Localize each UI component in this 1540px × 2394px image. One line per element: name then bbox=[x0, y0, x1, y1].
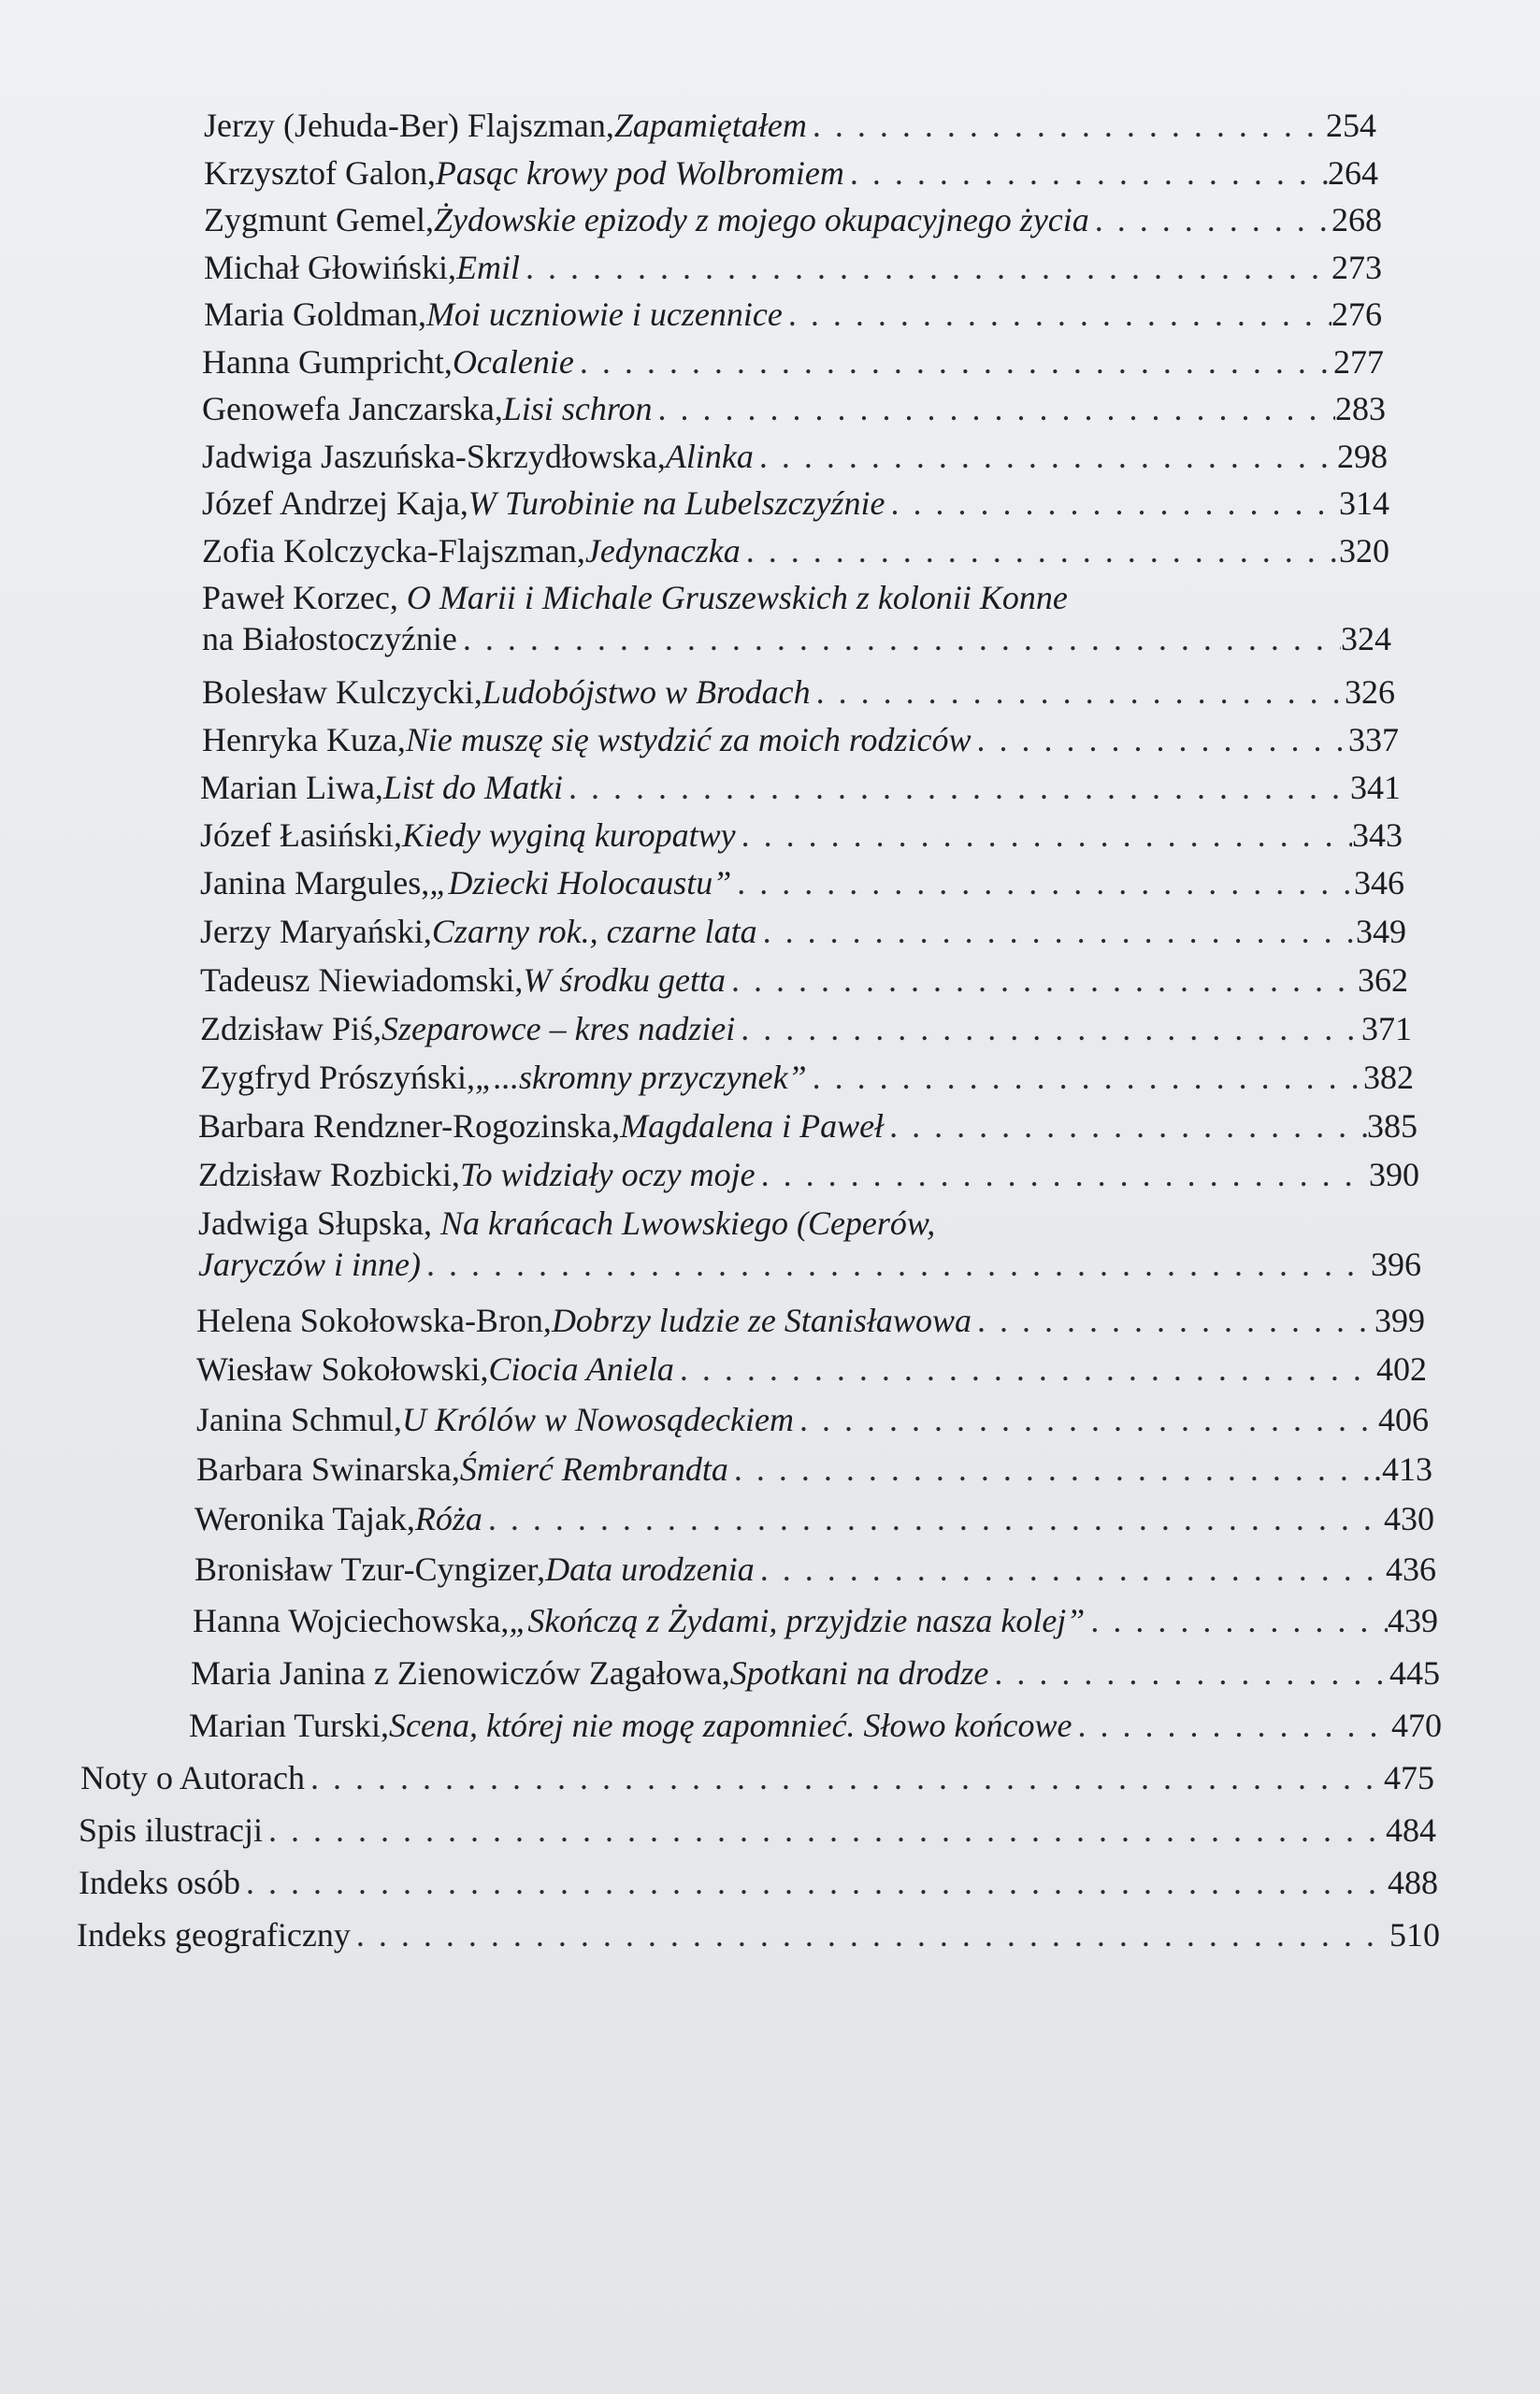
dot-leader bbox=[811, 671, 1345, 713]
toc-entry[interactable] bbox=[202, 388, 1386, 429]
section-label: Spis ilustracji bbox=[79, 1811, 263, 1849]
entry-title: W środku getta bbox=[523, 961, 727, 999]
dot-leader bbox=[421, 1244, 1371, 1285]
entry-title: O Marii i Michale Gruszewskich z kolonii Konne bbox=[406, 579, 1068, 616]
dot-leader bbox=[885, 483, 1339, 524]
entry-author: Maria Janina z Zienowiczów Zagałowa, bbox=[191, 1654, 730, 1692]
section-label: Noty o Autorach bbox=[80, 1759, 305, 1796]
page-number: 430 bbox=[1384, 1500, 1434, 1537]
entry-title: Szeparowce – kres nadziei bbox=[381, 1010, 736, 1047]
entry-title: „Dziecki Holocaustu” bbox=[429, 864, 732, 901]
entry-author: Hanna Gumpricht, bbox=[202, 343, 453, 381]
entry-title: Jedynaczka bbox=[584, 532, 741, 570]
section-label: Indeks geograficzny bbox=[77, 1916, 351, 1954]
entry-title: Zapamiętałem bbox=[613, 107, 807, 144]
entry-author: Weronika Tajak, bbox=[194, 1500, 415, 1537]
toc-entry[interactable] bbox=[200, 959, 1408, 1001]
toc-entry[interactable] bbox=[204, 199, 1382, 240]
entry-title: Moi uczniowie i uczennice bbox=[425, 296, 783, 333]
entry-line bbox=[202, 436, 1388, 477]
entry-author: Zdzisław Rozbicki, bbox=[198, 1156, 460, 1193]
entry-author: Tadeusz Niewiadomski, bbox=[200, 961, 524, 999]
dot-leader bbox=[1085, 1600, 1388, 1641]
entry-title: Ocalenie bbox=[452, 343, 574, 381]
dot-leader bbox=[971, 1300, 1374, 1341]
entry-author: Janina Schmul, bbox=[196, 1401, 402, 1438]
entry-line bbox=[202, 719, 1399, 760]
entry-line bbox=[200, 862, 1404, 903]
dot-leader bbox=[736, 815, 1352, 856]
page-number: 276 bbox=[1331, 296, 1382, 333]
dot-leader bbox=[794, 1399, 1378, 1440]
entry-line bbox=[204, 152, 1378, 194]
page-number: 343 bbox=[1352, 816, 1403, 854]
toc-entry[interactable] bbox=[202, 530, 1389, 571]
dot-leader bbox=[757, 911, 1356, 952]
entry-title: Alinka bbox=[665, 438, 754, 475]
entry-line bbox=[202, 530, 1389, 571]
entry-line bbox=[196, 1449, 1432, 1490]
dot-leader bbox=[574, 341, 1333, 382]
page-number: 399 bbox=[1374, 1302, 1425, 1339]
page-number: 406 bbox=[1378, 1401, 1429, 1438]
toc-entry[interactable] bbox=[202, 436, 1388, 477]
entry-title: Róża bbox=[414, 1500, 482, 1537]
entry-line bbox=[194, 1498, 1434, 1539]
entry-title: Spotkani na drodze bbox=[729, 1654, 989, 1692]
toc-entry[interactable] bbox=[202, 483, 1389, 524]
page-number: 470 bbox=[1391, 1707, 1442, 1744]
entry-title: Scena, której nie mogę zapomnieć. Słowo końcowe bbox=[389, 1707, 1072, 1744]
toc-entry[interactable] bbox=[200, 815, 1403, 856]
entry-author: Hanna Wojciechowska, bbox=[193, 1602, 510, 1639]
toc-entry[interactable] bbox=[202, 719, 1399, 760]
entry-author: Jerzy Maryański, bbox=[200, 913, 432, 950]
page-number: 298 bbox=[1337, 438, 1388, 475]
entry-author: Henryka Kuza, bbox=[202, 721, 406, 758]
dot-leader bbox=[1072, 1705, 1391, 1746]
entry-title: Ciocia Aniela bbox=[488, 1350, 674, 1388]
entry-author: Zofia Kolczycka-Flajszman, bbox=[202, 532, 585, 570]
entry-author: Helena Sokołowska-Bron, bbox=[196, 1302, 552, 1339]
entry-author: Genowefa Janczarska, bbox=[202, 390, 503, 427]
toc-entry[interactable] bbox=[189, 1705, 1442, 1746]
dot-leader bbox=[305, 1757, 1384, 1798]
entry-author: Marian Liwa, bbox=[200, 769, 383, 806]
page-number: 396 bbox=[1371, 1246, 1421, 1283]
dot-leader bbox=[756, 1154, 1369, 1195]
toc-entry[interactable] bbox=[202, 577, 1391, 659]
entry-second-line bbox=[202, 618, 1391, 659]
toc-back-matter-entry[interactable] bbox=[77, 1914, 1440, 1955]
page-number: 326 bbox=[1345, 673, 1395, 711]
entry-author: Maria Goldman, bbox=[204, 296, 426, 333]
dot-leader bbox=[674, 1348, 1376, 1390]
dot-leader bbox=[726, 959, 1358, 1001]
entry-title: To widziały oczy moje bbox=[459, 1156, 756, 1193]
entry-second-line bbox=[198, 1244, 1421, 1285]
page-number: 283 bbox=[1335, 390, 1386, 427]
entry-author: Jerzy (Jehuda-Ber) Flajszman, bbox=[204, 107, 614, 144]
entry-author: Józef Łasiński, bbox=[200, 816, 402, 854]
entry-title: „Skończą z Żydami, przyjdzie nasza kolej” bbox=[509, 1602, 1086, 1639]
page-number: 273 bbox=[1331, 249, 1382, 286]
page-number: 254 bbox=[1326, 107, 1376, 144]
toc-entry[interactable] bbox=[193, 1600, 1438, 1641]
toc-entry[interactable] bbox=[196, 1449, 1432, 1490]
dot-leader bbox=[807, 105, 1326, 146]
page-number: 362 bbox=[1358, 961, 1408, 999]
entry-line bbox=[189, 1705, 1442, 1746]
entry-line bbox=[200, 1008, 1412, 1049]
entry-author: Józef Andrzej Kaja, bbox=[202, 484, 468, 522]
entry-author: Bronisław Tzur-Cyngizer, bbox=[194, 1550, 546, 1588]
dot-leader bbox=[755, 1549, 1386, 1590]
page-number: 268 bbox=[1331, 201, 1382, 238]
page-number: 277 bbox=[1333, 343, 1384, 381]
dot-leader bbox=[263, 1810, 1386, 1851]
toc-entry[interactable] bbox=[194, 1549, 1436, 1590]
entry-line bbox=[196, 1348, 1427, 1390]
entry-author: Paweł Korzec, bbox=[202, 579, 407, 616]
toc-entry[interactable] bbox=[198, 1105, 1418, 1147]
page-number: 488 bbox=[1388, 1864, 1438, 1901]
entry-title: Data urodzenia bbox=[545, 1550, 755, 1588]
toc-entry[interactable] bbox=[204, 294, 1382, 335]
toc-entry[interactable] bbox=[204, 247, 1382, 288]
entry-title: Emil bbox=[455, 249, 520, 286]
entry-line bbox=[204, 105, 1376, 146]
toc-back-matter-entry[interactable] bbox=[79, 1862, 1438, 1903]
entry-line bbox=[202, 341, 1384, 382]
page-number: 436 bbox=[1386, 1550, 1436, 1588]
entry-author: Michał Głowiński, bbox=[204, 249, 456, 286]
entry-title: Śmierć Rembrandta bbox=[459, 1450, 728, 1488]
entry-line bbox=[80, 1757, 1434, 1798]
entry-author: Wiesław Sokołowski, bbox=[196, 1350, 489, 1388]
entry-author: Krzysztof Galon, bbox=[204, 154, 436, 192]
dot-leader bbox=[884, 1105, 1367, 1147]
page-number: 349 bbox=[1356, 913, 1406, 950]
toc-entry[interactable] bbox=[196, 1399, 1429, 1440]
dot-leader bbox=[563, 767, 1350, 808]
entry-line bbox=[196, 1300, 1425, 1341]
dot-leader bbox=[844, 152, 1328, 194]
page-number: 337 bbox=[1348, 721, 1399, 758]
entry-title: Magdalena i Paweł bbox=[620, 1107, 885, 1145]
entry-line bbox=[202, 483, 1389, 524]
dot-leader bbox=[971, 719, 1348, 760]
toc-entry[interactable] bbox=[198, 1154, 1419, 1195]
entry-line bbox=[193, 1600, 1438, 1641]
section-label: Indeks osób bbox=[79, 1864, 240, 1901]
entry-line bbox=[196, 1399, 1429, 1440]
toc-entry[interactable] bbox=[191, 1652, 1440, 1694]
entry-author: Marian Turski, bbox=[189, 1707, 390, 1744]
entry-author: Janina Margules, bbox=[200, 864, 430, 901]
entry-first-line bbox=[202, 577, 1391, 618]
toc-entry[interactable] bbox=[200, 911, 1406, 952]
entry-author: Zygmunt Gemel, bbox=[204, 201, 434, 238]
page-number: 324 bbox=[1341, 620, 1391, 657]
entry-line bbox=[202, 671, 1395, 713]
toc-entry[interactable] bbox=[200, 767, 1401, 808]
entry-title: Czarny rok., czarne lata bbox=[431, 913, 757, 950]
entry-line bbox=[200, 767, 1401, 808]
entry-title: U Królów w Nowosądeckiem bbox=[401, 1401, 794, 1438]
toc-entry[interactable] bbox=[196, 1300, 1425, 1341]
entry-author: Zygfryd Prószyński, bbox=[200, 1059, 475, 1096]
toc-entry[interactable] bbox=[196, 1348, 1427, 1390]
entry-first-line bbox=[198, 1203, 1421, 1244]
page-number: 402 bbox=[1376, 1350, 1427, 1388]
entry-line bbox=[200, 815, 1403, 856]
entry-line bbox=[79, 1810, 1436, 1851]
toc-entry[interactable] bbox=[200, 1057, 1414, 1098]
toc-entry[interactable] bbox=[194, 1498, 1434, 1539]
entry-author: Jadwiga Słupska, bbox=[198, 1204, 440, 1242]
dot-leader bbox=[482, 1498, 1384, 1539]
entry-title-continuation: Jaryczów i inne) bbox=[198, 1246, 421, 1283]
entry-line bbox=[204, 294, 1382, 335]
dot-leader bbox=[351, 1914, 1389, 1955]
entry-author: Barbara Swinarska, bbox=[196, 1450, 460, 1488]
entry-line bbox=[198, 1154, 1419, 1195]
entry-title: Kiedy wyginą kuropatwy bbox=[401, 816, 736, 854]
page-number: 382 bbox=[1363, 1059, 1414, 1096]
dot-leader bbox=[653, 388, 1335, 429]
entry-title: List do Matki bbox=[382, 769, 563, 806]
entry-title: Dobrzy ludzie ze Stanisławowa bbox=[551, 1302, 971, 1339]
page-number: 510 bbox=[1389, 1916, 1440, 1954]
dot-leader bbox=[741, 530, 1339, 571]
page-number: 439 bbox=[1388, 1602, 1438, 1639]
dot-leader bbox=[783, 294, 1331, 335]
entry-line bbox=[202, 388, 1386, 429]
page-number: 385 bbox=[1367, 1107, 1418, 1145]
dot-leader bbox=[520, 247, 1331, 288]
entry-line bbox=[77, 1914, 1440, 1955]
page-number: 346 bbox=[1354, 864, 1404, 901]
dot-leader bbox=[240, 1862, 1388, 1903]
page-number: 371 bbox=[1361, 1010, 1412, 1047]
entry-line bbox=[79, 1862, 1438, 1903]
entry-title: W Turobinie na Lubelszczyźnie bbox=[468, 484, 885, 522]
entry-line bbox=[204, 199, 1382, 240]
page-number: 320 bbox=[1339, 532, 1389, 570]
page-number: 475 bbox=[1384, 1759, 1434, 1796]
entry-line bbox=[198, 1105, 1418, 1147]
page-number: 484 bbox=[1386, 1811, 1436, 1849]
entry-title: Lisi schron bbox=[502, 390, 653, 427]
entry-line bbox=[200, 1057, 1414, 1098]
entry-title: Ludobójstwo w Brodach bbox=[482, 673, 811, 711]
entry-line bbox=[200, 959, 1408, 1001]
entry-line bbox=[194, 1549, 1436, 1590]
entry-title: Nie muszę się wstydzić za moich rodziców bbox=[405, 721, 971, 758]
dot-leader bbox=[754, 436, 1337, 477]
entry-line bbox=[204, 247, 1382, 288]
toc-back-matter-entry[interactable] bbox=[79, 1810, 1436, 1851]
entry-title: „...skromny przyczynek” bbox=[474, 1059, 807, 1096]
dot-leader bbox=[1089, 199, 1331, 240]
dot-leader bbox=[728, 1449, 1374, 1490]
page-number: 341 bbox=[1350, 769, 1401, 806]
toc-entry[interactable] bbox=[202, 671, 1395, 713]
page-number: 445 bbox=[1389, 1654, 1440, 1692]
entry-author: Barbara Rendzner-Rogozinska, bbox=[198, 1107, 621, 1145]
toc-entry[interactable] bbox=[204, 152, 1378, 194]
entry-title: Pasąc krowy pod Wolbromiem bbox=[435, 154, 844, 192]
entry-author: Bolesław Kulczycki, bbox=[202, 673, 482, 711]
entry-line bbox=[191, 1652, 1440, 1694]
toc-entry[interactable] bbox=[200, 862, 1404, 903]
entry-title: Żydowskie epizody z mojego okupacyjnego życia bbox=[433, 201, 1089, 238]
toc-entry[interactable] bbox=[200, 1008, 1412, 1049]
page-number: 314 bbox=[1339, 484, 1389, 522]
dot-leader bbox=[735, 1008, 1361, 1049]
page-number: .413 bbox=[1374, 1450, 1432, 1488]
entry-author: Zdzisław Piś, bbox=[200, 1010, 381, 1047]
toc-back-matter-entry[interactable] bbox=[80, 1757, 1434, 1798]
entry-author: Jadwiga Jaszuńska-Skrzydłowska, bbox=[202, 438, 666, 475]
dot-leader bbox=[457, 618, 1341, 659]
entry-title-continuation: na Białostoczyźnie bbox=[202, 620, 457, 657]
toc-entry[interactable] bbox=[198, 1203, 1421, 1285]
dot-leader bbox=[988, 1652, 1389, 1694]
page-number: 390 bbox=[1369, 1156, 1419, 1193]
entry-line bbox=[200, 911, 1406, 952]
toc-entry[interactable] bbox=[204, 105, 1376, 146]
page-number: 264 bbox=[1328, 154, 1378, 192]
entry-title: Na krańcach Lwowskiego (Ceperów, bbox=[439, 1204, 936, 1242]
toc-entry[interactable] bbox=[202, 341, 1384, 382]
dot-leader bbox=[731, 862, 1354, 903]
dot-leader bbox=[807, 1057, 1363, 1098]
